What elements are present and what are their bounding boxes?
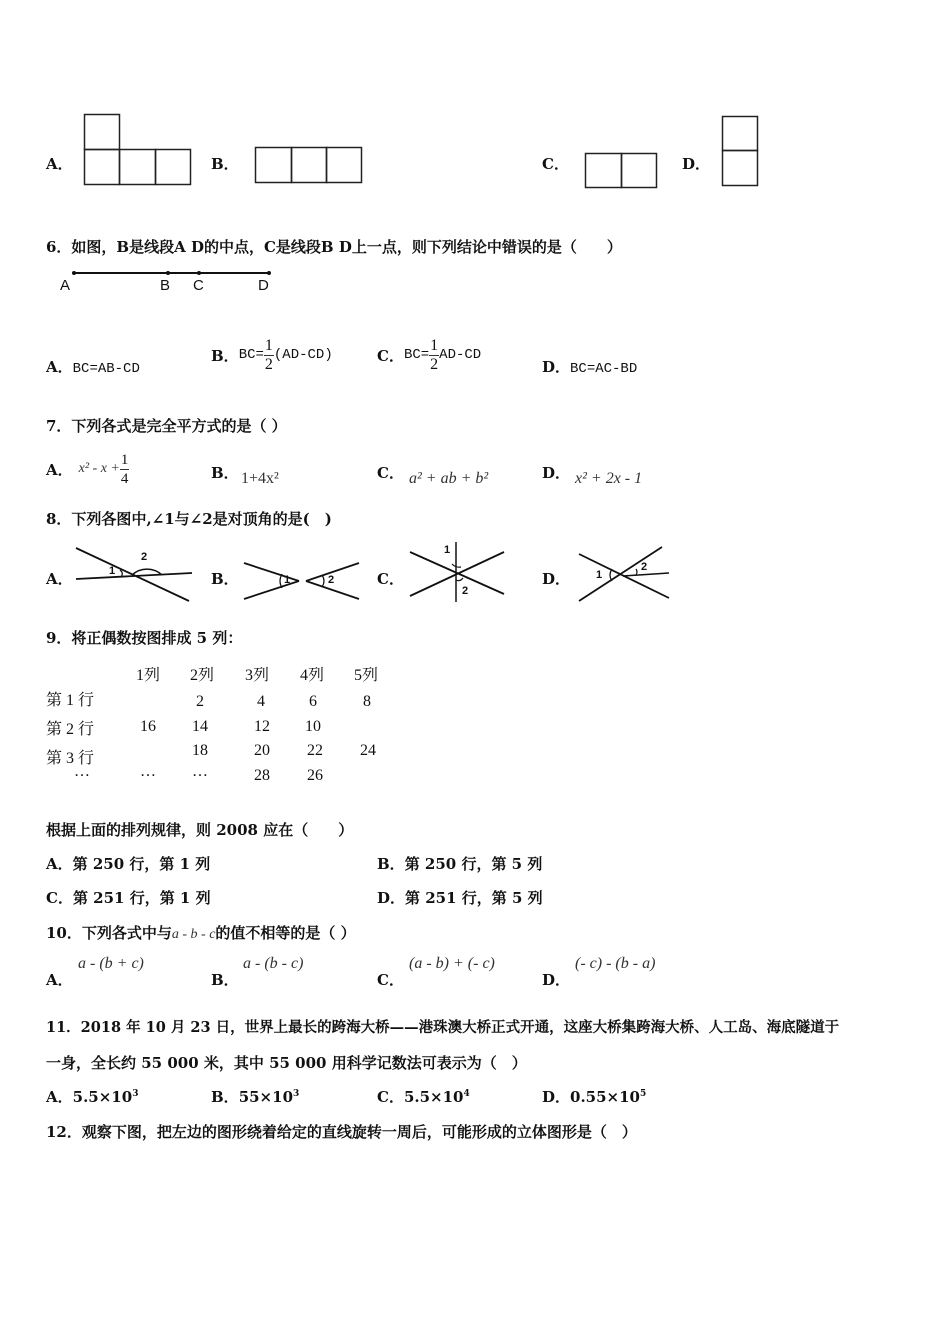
q5-figure-b: [255, 147, 363, 184]
row-header: 第 1 行: [46, 692, 95, 709]
q7-option-b: 1+4x²: [241, 470, 279, 487]
table-cell: 8: [363, 693, 371, 710]
table-cell: 18: [192, 742, 208, 759]
fraction: $\frac{1}{2}$: [430, 336, 439, 373]
q11-option-d: D．$0.55\times 10^5$: [542, 1088, 647, 1106]
q8-c-angle-2: 2: [462, 585, 469, 597]
q6-point-b: B: [160, 277, 171, 294]
q5-option-d: D．: [682, 155, 711, 173]
q8-b-angle-2: 2: [328, 574, 335, 586]
q5-option-c: C．: [542, 155, 569, 173]
table-cell: 12: [254, 718, 270, 735]
q10-option-a-label: A．: [46, 971, 73, 989]
table-cell: 28: [254, 767, 270, 784]
q9-option-b: B．第 250 行，第 5 列: [377, 855, 543, 873]
q8-d-angle-2: 2: [641, 561, 648, 573]
column-header: 2列: [190, 667, 215, 684]
q12-text: 12．观察下图，把左边的图形绕着给定的直线旋转一周后，可能形成的立体图形是（ ）: [46, 1123, 637, 1141]
q8-figure-c: [408, 540, 506, 604]
q8-figure-a: [74, 544, 194, 604]
q9-question: 根据上面的排列规律，则 2008 应在（ ）: [46, 821, 354, 839]
q10-text: 10．下列各式中与a - b - c的值不相等的是（ ）: [46, 924, 356, 942]
q10-option-a: a - (b + c): [78, 955, 144, 972]
q11-text-line2: 一身，全长约 55 000 米，其中 55 000 用科学记数法可表示为（ ）: [46, 1054, 527, 1072]
q9-text: 9．将正偶数按图排成 5 列：: [46, 629, 243, 647]
column-header: 3列: [245, 667, 270, 684]
column-header: 5列: [354, 667, 379, 684]
q8-b-angle-1: 1: [284, 574, 291, 586]
q9-option-d: D．第 251 行，第 5 列: [377, 889, 543, 907]
q6-option-c: C． BC= $\frac{1}{2}$ AD-CD: [377, 336, 482, 373]
table-cell: …: [140, 763, 156, 780]
q7-option-d: x² + 2x - 1: [575, 470, 643, 487]
q11-option-c: C．$5.5\times 10^4$: [377, 1088, 470, 1106]
q5-figure-a: [84, 114, 192, 186]
q8-option-c: C．: [377, 570, 404, 588]
q8-option-d: D．: [542, 570, 571, 588]
q7-option-a: A． x² - x + $\frac{1}{4}$: [46, 451, 129, 487]
table-cell: 2: [196, 693, 204, 710]
table-cell: …: [192, 763, 208, 780]
fraction: $\frac{1}{2}$: [264, 336, 273, 373]
q8-a-angle-2: 2: [141, 551, 148, 563]
q6-option-b: B． BC= $\frac{1}{2}$ (AD-CD): [211, 336, 333, 373]
q6-option-d: D．BC=AC-BD: [542, 358, 638, 377]
table-cell: 6: [309, 693, 317, 710]
table-cell: 26: [307, 767, 323, 784]
row-header: 第 3 行: [46, 750, 95, 767]
q6-point-d: D: [258, 277, 269, 294]
table-cell: 22: [307, 742, 323, 759]
q11-option-a: A．$5.5\times 10^3$: [46, 1088, 139, 1106]
q8-option-b: B．: [211, 570, 239, 588]
q10-option-b: a - (b - c): [243, 955, 304, 972]
table-cell: 20: [254, 742, 270, 759]
q8-figure-b: [242, 561, 362, 601]
q8-text: 8．下列各图中,∠1与∠2是对顶角的是( ): [46, 510, 332, 528]
q6-point-a: A: [60, 277, 71, 294]
row-header: …: [74, 763, 90, 780]
row-header: 第 2 行: [46, 721, 95, 738]
q9-option-a: A．第 250 行，第 1 列: [46, 855, 211, 873]
q10-option-c: (a - b) + (- c): [409, 955, 495, 972]
table-cell: 24: [360, 742, 376, 759]
q7-option-b-label: B．: [211, 464, 239, 482]
table-cell: 10: [305, 718, 321, 735]
q8-d-angle-1: 1: [596, 569, 603, 581]
q10-option-c-label: C．: [377, 971, 404, 989]
q11-text-line1: 11．2018 年 10 月 23 日，世界上最长的跨海大桥——港珠澳大桥正式开通，这座大桥集跨海大桥、人工岛、海底隧道于: [46, 1019, 840, 1036]
q5-figure-c: [585, 153, 658, 189]
q5-option-a: A．: [46, 155, 73, 173]
table-cell: 16: [140, 718, 156, 735]
q6-text: 6．如图，B是线段A D的中点，C是线段B D上一点，则下列结论中错误的是（ ）: [46, 238, 622, 256]
q9-option-c: C．第 251 行，第 1 列: [46, 889, 211, 907]
q5-figure-d: [722, 116, 759, 187]
q8-c-angle-1: 1: [444, 544, 451, 556]
q7-option-c-label: C．: [377, 464, 404, 482]
q7-option-d-label: D．: [542, 464, 571, 482]
table-cell: 4: [257, 693, 265, 710]
q8-option-a: A．: [46, 570, 73, 588]
table-cell: 14: [192, 718, 208, 735]
q8-a-angle-1: 1: [109, 565, 116, 577]
q5-option-b: B．: [211, 155, 239, 173]
q10-option-d-label: D．: [542, 971, 571, 989]
q6-point-c: C: [193, 277, 204, 294]
column-header: 1列: [136, 667, 161, 684]
q11-option-b: B．$55\times 10^3$: [211, 1088, 300, 1106]
q6-option-a: A．BC=AB-CD: [46, 358, 140, 377]
q8-figure-d: [576, 545, 672, 605]
q10-option-d: (- c) - (b - a): [575, 955, 656, 972]
q10-option-b-label: B．: [211, 971, 239, 989]
column-header: 4列: [300, 667, 325, 684]
q7-option-c: a² + ab + b²: [409, 470, 489, 487]
q7-text: 7．下列各式是完全平方式的是（ ）: [46, 417, 287, 435]
